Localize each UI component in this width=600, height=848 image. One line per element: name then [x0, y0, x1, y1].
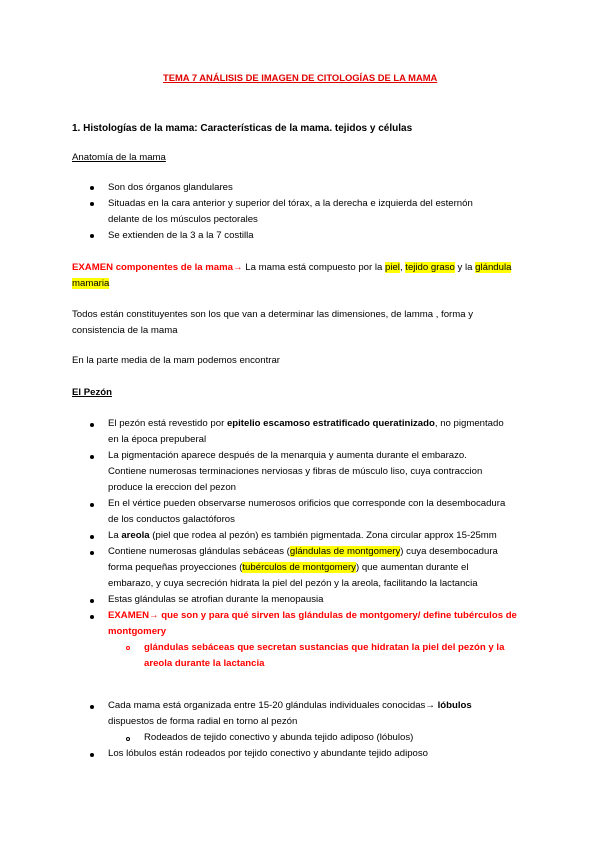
highlight-glandula: glándula	[475, 262, 512, 273]
anatomia-heading: Anatomía de la mama	[72, 152, 166, 163]
text: → que son y para qué sirven las glándulas de montgomery/ define tubérculos de	[149, 610, 517, 621]
paragraph-line: consistencia de la mama	[72, 325, 178, 336]
anatomia-item: Son dos órganos glandulares	[108, 182, 233, 193]
highlight-glandulas-montgomery: glándulas de montgomery	[289, 546, 401, 557]
bullet-icon	[90, 551, 94, 555]
highlight-piel: piel	[385, 262, 400, 273]
text: ) que aumentan durante el	[355, 562, 469, 573]
bullet-icon	[90, 705, 94, 709]
separator: ,	[399, 262, 406, 273]
pezon-item-cont: Contiene numerosas terminaciones nerviosas y fibras de músculo liso, cuya contraccion	[108, 466, 483, 477]
lobulos-subitem: Rodeados de tejido conectivo y abunda tejido adiposo (lóbulos)	[144, 732, 414, 743]
separator: y la	[454, 262, 476, 273]
bullet-icon	[90, 186, 94, 190]
bullet-icon	[90, 455, 94, 459]
anatomia-item-cont: delante de los músculos pectorales	[108, 214, 258, 225]
bullet-icon	[90, 503, 94, 507]
bullet-icon	[90, 615, 94, 619]
pezon-item: La pigmentación aparece después de la menarquia y aumenta durante el embarazo.	[108, 450, 467, 461]
examen-question	[108, 608, 517, 623]
text: (piel que rodea al pezón) es también pigmentada. Zona circular approx 15-25mm	[149, 530, 497, 541]
pezon-item-cont: produce la ereccion del pezon	[108, 482, 237, 493]
anatomia-item: Situadas en la cara anterior y superior del tórax, a la derecha e izquierda del esternón	[108, 198, 473, 209]
highlight-tuberculos-montgomery: tubérculos de montgomery	[242, 562, 356, 573]
lobulos-item-cont: dispuestos de forma radial en torno al pezón	[108, 716, 298, 727]
examen-text: La mama está compuesto por la	[242, 262, 385, 273]
section-heading: 1. Histologías de la mama: Características de la mama. tejidos y células	[72, 123, 413, 134]
examen-label: EXAMEN componentes de la mama	[72, 262, 234, 273]
lobulos-item	[108, 698, 472, 713]
circle-bullet-icon	[126, 737, 130, 741]
bold-text: areola	[121, 530, 150, 541]
bold-text: epitelio escamoso estratificado queratinizado	[226, 418, 435, 429]
text: El pezón está revestido por	[108, 418, 227, 429]
pezon-item-cont: de los conductos galactóforos	[108, 514, 235, 525]
arrow-icon: →	[233, 262, 243, 273]
paragraph-line: Todos están constituyentes son los que van a determinar las dimensiones, de lamma , forma y	[72, 309, 474, 320]
pezon-item: En el vértice pueden observarse numerosos orificios que corresponde con la desembocadura	[108, 498, 506, 509]
pezon-item	[108, 544, 498, 559]
highlight-tejido-graso: tejido graso	[405, 262, 455, 273]
examen-components-line-2	[72, 276, 109, 291]
text: Contiene numerosas glándulas sebáceas (	[108, 546, 290, 557]
pezon-item-cont: embarazo, y cuya secreción hidrata la piel del pezón y la areola, facilitando la lactancia	[108, 578, 478, 589]
text: forma pequeñas proyecciones (	[108, 562, 243, 573]
circle-bullet-icon	[126, 646, 130, 650]
bullet-icon	[90, 753, 94, 757]
examen-answer-cont: areola durante la lactancia	[144, 658, 265, 669]
bullet-icon	[90, 423, 94, 427]
text: , no pigmentado	[434, 418, 504, 429]
text: ) cuya desembocadura	[400, 546, 498, 557]
document-title: TEMA 7 ANÁLISIS DE IMAGEN DE CITOLOGÍAS DE LA MAMA	[163, 72, 438, 83]
lobulos-item: Los lóbulos están rodeados por tejido conectivo y abundante tejido adiposo	[108, 748, 429, 759]
highlight-mamaria: mamaria	[72, 278, 110, 289]
paragraph-line: En la parte media de la mam podemos encontrar	[72, 355, 280, 366]
text: Cada mama está organizada entre 15-20 glándulas individuales conocidas→	[108, 700, 438, 711]
bullet-icon	[90, 599, 94, 603]
examen-answer: glándulas sebáceas que secretan sustancias que hidratan la piel del pezón y la	[144, 642, 505, 653]
pezon-item	[108, 528, 497, 543]
pezon-item	[108, 416, 504, 431]
examen-components-line	[72, 260, 511, 275]
pezon-heading: El Pezón	[72, 387, 112, 398]
pezon-item-cont: en la época prepuberal	[108, 434, 207, 445]
text: La	[108, 530, 122, 541]
anatomia-item: Se extienden de la 3 a la 7 costilla	[108, 230, 254, 241]
bullet-icon	[90, 535, 94, 539]
pezon-item-cont	[108, 560, 469, 575]
examen-label: EXAMEN	[108, 610, 150, 621]
pezon-item: Estas glándulas se atrofian durante la menopausia	[108, 594, 324, 605]
bold-text: lóbulos	[437, 700, 472, 711]
examen-question-cont: montgomery	[108, 626, 167, 637]
bullet-icon	[90, 234, 94, 238]
bullet-icon	[90, 202, 94, 206]
